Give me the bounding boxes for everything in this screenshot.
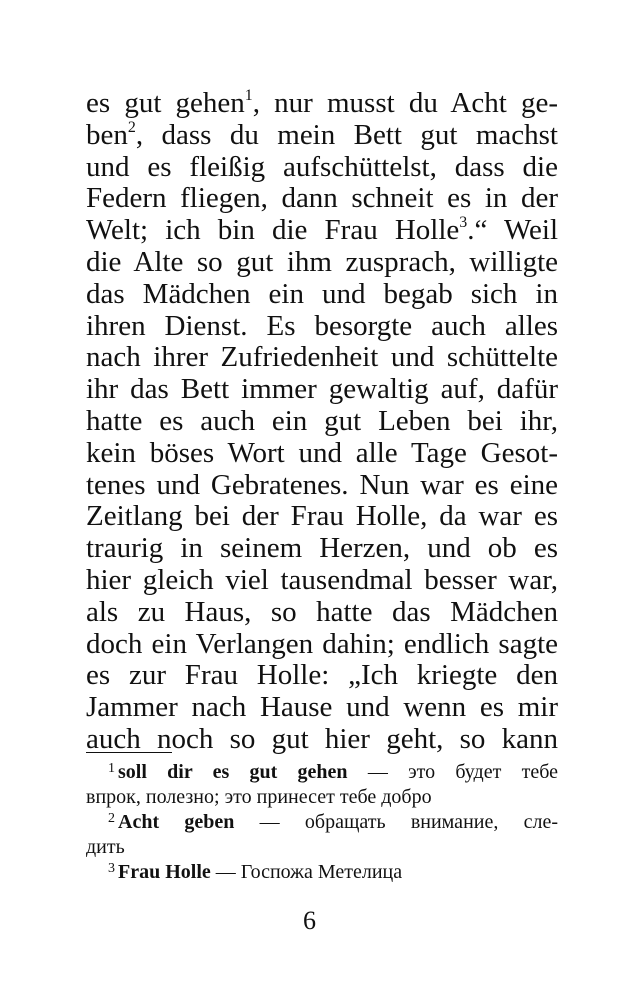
text-line: die Alte so gut ihm zusprach, willigte [86,245,558,278]
text-line: es zur Frau Holle: „Ich kriegte den [86,659,558,692]
text-line: nach ihrer Zufriedenheit und schüttelte [86,341,558,374]
text-line: ben$^2$, dass du mein Bett gut machst [86,118,558,151]
text-line: Jammer nach Hause und wenn es mir [86,691,558,724]
text-line: als zu Haus, so hatte das Mädchen [86,595,558,628]
text-line: ihren Dienst. Es besorgte auch alles [86,309,558,342]
footnote-term: Frau Holle [118,861,211,883]
footnote-number: 2 [108,810,115,826]
footnote-ref: 2 [127,118,136,136]
footnote-ref: 3 [459,214,468,232]
text-line: es gut gehen$^1$, nur musst du Acht ge- [86,87,558,119]
footnote-1-continued: впрок, полезно; это принесет тебе добро [86,786,432,808]
text-line: traurig in seinem Herzen, und ob es [86,532,558,565]
footnote-term: Acht geben [118,811,235,833]
footnotes [86,760,558,885]
footnote-2-continued: дить [86,836,125,858]
footnote-text: — обращать внимание, сле- [234,811,558,833]
footnote-2 [86,810,558,835]
body-text [86,88,558,756]
text-line: Zeitlang bei der Frau Holle, da war es [86,500,558,533]
footnote-number: 1 [108,760,115,776]
footnote-3 [86,860,558,885]
footnote-text: — это будет тебе [347,761,558,783]
text-line: und es fleißig aufschüttelst, dass die [86,150,558,183]
text-line: kein böses Wort und alle Tage Gesot- [86,436,558,469]
footnote-1 [86,760,558,785]
page-number: 6 [303,906,316,935]
text-line: Federn fliegen, dann schneit es in der [86,182,558,215]
text-line: Welt; ich bin die Frau Holle$^3$.“ Weil [86,214,558,247]
footnote-term: soll dir es gut gehen [118,761,348,783]
text-line: hier gleich viel tausendmal besser war, [86,563,558,596]
text-line: das Mädchen ein und begab sich in [86,277,558,310]
text-line: tenes und Gebratenes. Nun war es eine [86,468,558,501]
footnote-ref: 1 [244,87,253,105]
text-line: ihr das Bett immer gewaltig auf, dafür [86,373,558,406]
text-line: hatte es auch ein gut Leben bei ihr, [86,404,558,437]
text-line: auch noch so gut hier geht, so kann [86,722,558,755]
footnote-divider [86,752,172,753]
footnote-number: 3 [108,860,115,876]
footnote-text: — Госпожа Метелица [210,861,403,883]
text-line: doch ein Verlangen dahin; endlich sagte [86,627,558,660]
